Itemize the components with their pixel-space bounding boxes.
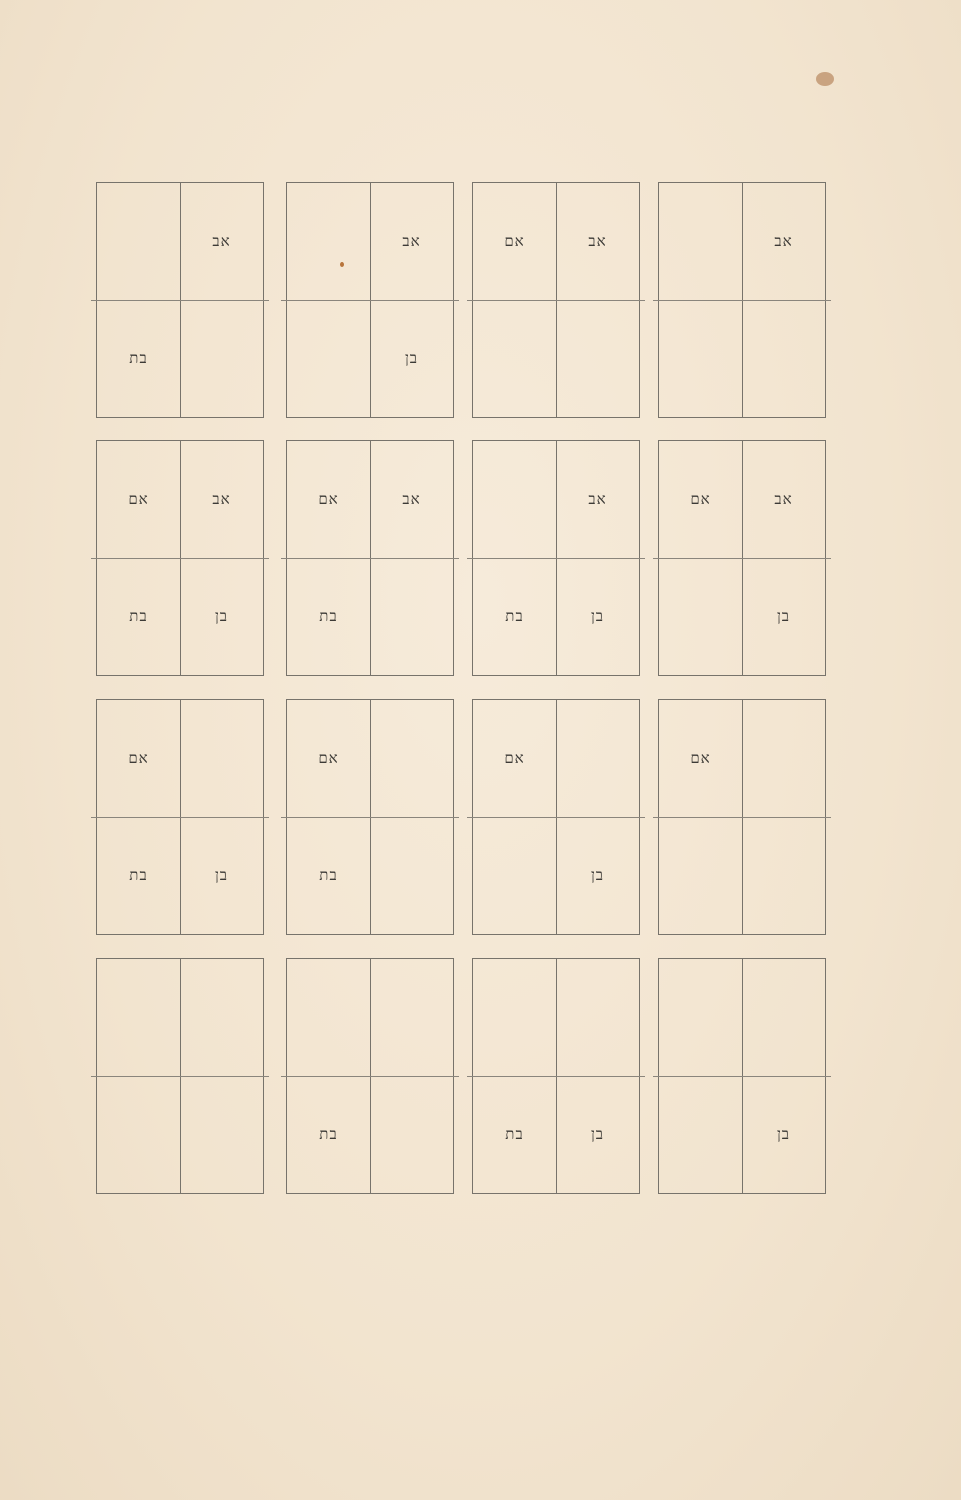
quadrant-label: אב [774, 490, 793, 508]
quadrant-label: אם [318, 490, 339, 508]
quadrant-tl [473, 441, 556, 558]
quadrant-tr [742, 700, 825, 817]
quadrant-br [370, 817, 453, 934]
quadrant-tl [659, 441, 742, 558]
quadrant-tl [473, 183, 556, 300]
quadrant-br [556, 817, 639, 934]
quadrant-tl [287, 183, 370, 300]
quadrant-tl [287, 959, 370, 1076]
quadrant-br [370, 558, 453, 675]
quadrant-bl [473, 300, 556, 417]
quadrant-bl [659, 1076, 742, 1193]
quadrant-br [180, 1076, 263, 1193]
quadrant-label: בן [590, 866, 605, 884]
quadrant-bl [659, 558, 742, 675]
quadrant-tl [97, 183, 180, 300]
quadrant-tr [556, 183, 639, 300]
quadrant-bl [287, 817, 370, 934]
quadrant-tr [556, 959, 639, 1076]
quadrant-label: בן [590, 607, 605, 625]
quadrant-label: בן [214, 607, 229, 625]
quadrant-br [556, 1076, 639, 1193]
quadrant-label: אב [588, 490, 607, 508]
quadrant-bl [97, 1076, 180, 1193]
quadrant-label: אם [690, 490, 711, 508]
quadrant-bl [473, 1076, 556, 1193]
quadrant-label: אם [128, 749, 149, 767]
family-diagram [286, 958, 454, 1194]
quadrant-br [180, 558, 263, 675]
quadrant-bl [659, 300, 742, 417]
family-diagram [96, 699, 264, 935]
quadrant-tr [742, 441, 825, 558]
quadrant-tr [370, 959, 453, 1076]
quadrant-label: אם [504, 749, 525, 767]
quadrant-tr [742, 959, 825, 1076]
quadrant-label: אב [212, 490, 231, 508]
quadrant-label: אב [402, 490, 421, 508]
quadrant-bl [473, 558, 556, 675]
quadrant-br [556, 300, 639, 417]
quadrant-bl [97, 300, 180, 417]
quadrant-label: בת [505, 1125, 524, 1143]
quadrant-bl [97, 817, 180, 934]
family-diagram [96, 440, 264, 676]
family-diagram [286, 699, 454, 935]
family-diagram [658, 699, 826, 935]
quadrant-label: בת [129, 866, 148, 884]
quadrant-tr [180, 700, 263, 817]
quadrant-tr [180, 183, 263, 300]
quadrant-tl [659, 183, 742, 300]
quadrant-label: בן [404, 349, 419, 367]
quadrant-tr [742, 183, 825, 300]
quadrant-br [742, 817, 825, 934]
quadrant-label: אב [774, 232, 793, 250]
quadrant-br [742, 1076, 825, 1193]
quadrant-label: אם [318, 749, 339, 767]
quadrant-tl [97, 441, 180, 558]
quadrant-label: אב [588, 232, 607, 250]
family-diagram [472, 958, 640, 1194]
quadrant-tl [659, 959, 742, 1076]
quadrant-tr [180, 441, 263, 558]
quadrant-bl [287, 300, 370, 417]
paper-stain [816, 72, 834, 86]
quadrant-tr [180, 959, 263, 1076]
quadrant-label: בן [776, 1125, 791, 1143]
quadrant-label: בת [505, 607, 524, 625]
quadrant-tl [473, 959, 556, 1076]
family-diagram [658, 440, 826, 676]
quadrant-br [556, 558, 639, 675]
quadrant-br [180, 817, 263, 934]
quadrant-bl [287, 1076, 370, 1193]
quadrant-tr [370, 183, 453, 300]
quadrant-bl [473, 817, 556, 934]
quadrant-label: בן [214, 866, 229, 884]
family-diagram [472, 699, 640, 935]
family-diagram [658, 958, 826, 1194]
quadrant-label: בת [129, 607, 148, 625]
quadrant-br [742, 300, 825, 417]
quadrant-bl [97, 558, 180, 675]
family-diagram [472, 440, 640, 676]
quadrant-tl [287, 441, 370, 558]
quadrant-tl [659, 700, 742, 817]
quadrant-label: בת [129, 349, 148, 367]
family-diagram [472, 182, 640, 418]
quadrant-label: אב [402, 232, 421, 250]
quadrant-label: בן [590, 1125, 605, 1143]
quadrant-br [370, 1076, 453, 1193]
quadrant-label: בת [319, 607, 338, 625]
quadrant-tr [370, 441, 453, 558]
family-diagram [96, 182, 264, 418]
quadrant-label: בן [776, 607, 791, 625]
quadrant-br [742, 558, 825, 675]
family-diagram [96, 958, 264, 1194]
quadrant-bl [287, 558, 370, 675]
quadrant-br [180, 300, 263, 417]
quadrant-label: אם [690, 749, 711, 767]
family-diagram [286, 440, 454, 676]
quadrant-label: בת [319, 1125, 338, 1143]
quadrant-br [370, 300, 453, 417]
quadrant-tl [97, 959, 180, 1076]
family-diagram [286, 182, 454, 418]
quadrant-label: אב [212, 232, 231, 250]
quadrant-label: אם [504, 232, 525, 250]
quadrant-tr [370, 700, 453, 817]
quadrant-tr [556, 441, 639, 558]
quadrant-tl [97, 700, 180, 817]
quadrant-tl [287, 700, 370, 817]
quadrant-label: אם [128, 490, 149, 508]
family-diagram [658, 182, 826, 418]
quadrant-bl [659, 817, 742, 934]
quadrant-tl [473, 700, 556, 817]
quadrant-tr [556, 700, 639, 817]
quadrant-label: בת [319, 866, 338, 884]
